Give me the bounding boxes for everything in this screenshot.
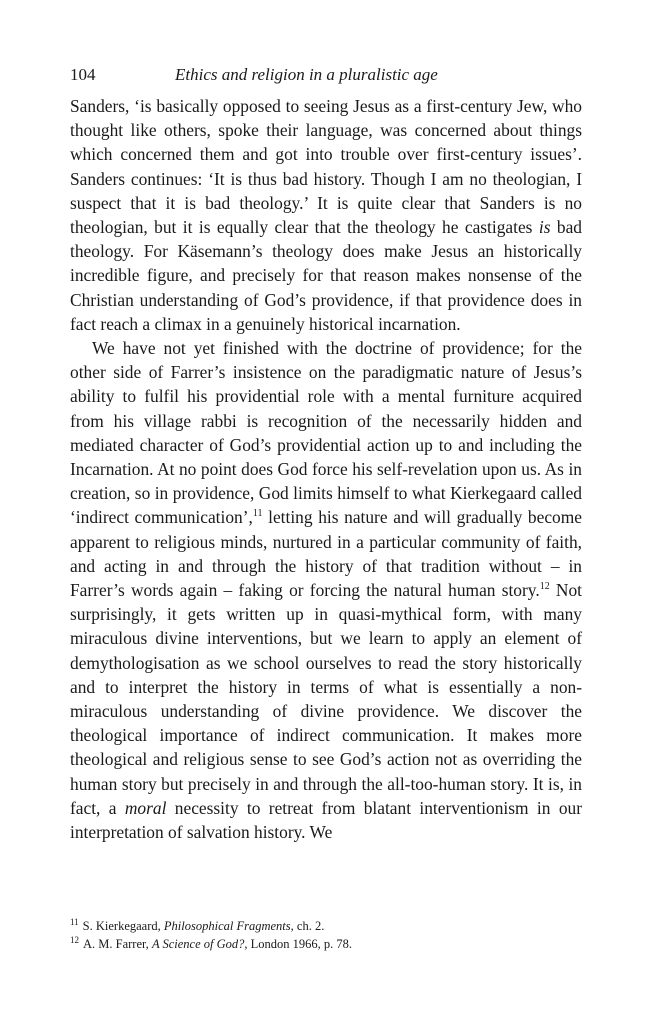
footnote-text: , London 1966, p. 78.	[244, 937, 353, 951]
paragraph	[70, 336, 582, 844]
footnote-ref-12: 12	[539, 581, 550, 593]
page-header	[70, 62, 582, 88]
footnote-12	[70, 935, 582, 953]
text-run: letting his nature and will gradually become apparent to religious minds, nurtured in a particular community of faith, and acting in and through the history of that tradition without – in Farrer’s words again – faking or forcing the natural human story.	[70, 507, 582, 601]
footnote-work-title: A Science of God?	[151, 937, 245, 951]
footnote-text: , ch. 2.	[290, 919, 325, 933]
footnote-ref-11: 11	[252, 508, 263, 520]
footnote-text: A. M. Farrer,	[83, 937, 152, 951]
text-run: Not surprisingly, it gets written up in quasi-mythical form, with many miraculous divine interventions, but we learn to apply an element of demythologisation as we school ourselves to read the story historically and to interpret the history in terms of what is essentially a non-miraculous understanding of divine providence. We discover the theological importance of indirect communication. It makes more theological and religious sense to see God’s action not as overriding the human story but precisely in and through the all-too-human story. It is, in fact, a	[70, 580, 583, 818]
body-text	[70, 94, 582, 844]
text-run: bad theology. For Käsemann’s theology does make Jesus an historically incredible figure, and precisely for that reason makes nonsense of the Christian understanding of God’s providence, if that providence does in fact reach a climax in a genuinely historical incarnation.	[70, 217, 582, 334]
emphasis: is	[538, 217, 551, 238]
footnote-11	[70, 917, 582, 935]
paragraph	[70, 94, 582, 336]
page-number: 104	[70, 65, 96, 84]
running-title: Ethics and religion in a pluralistic age	[175, 65, 438, 84]
footnotes	[70, 917, 582, 953]
footnote-mark: 12	[70, 934, 79, 945]
text-run: We have not yet finished with the doctrine of providence; for the other side of Farrer’s insistence on the paradigmatic nature of Jesus’s ability to fulfil his providential role with a mental furniture acquired from his village rabbi is recognition of the necessarily hidden and mediated character of God’s providential action up to and including the Incarnation. At no point does God force his self-revelation upon us. As in creation, so in providence, God limits himself to what Kierkegaard called ‘indirect communication’,	[70, 338, 582, 528]
footnote-mark: 11	[70, 916, 79, 927]
emphasis: moral	[124, 797, 167, 818]
footnote-work-title: Philosophical Fragments	[163, 919, 291, 933]
footnote-text: S. Kierkegaard,	[82, 919, 164, 933]
text-run: Sanders, ‘is basically opposed to seeing Jesus as a first-century Jew, who thought like others, spoke their language, was concerned about things which concerned them and got into trouble over first-century issues’. Sanders continues: ‘It is thus bad history. Though I am no theologian, I suspect that it is bad theology.’ It is quite clear that Sanders is no theologian, but it is equally clear that the theology he castigates	[70, 96, 582, 238]
text-run: necessity to retreat from blatant interventionism in our interpretation of salvation history. We	[70, 797, 582, 843]
